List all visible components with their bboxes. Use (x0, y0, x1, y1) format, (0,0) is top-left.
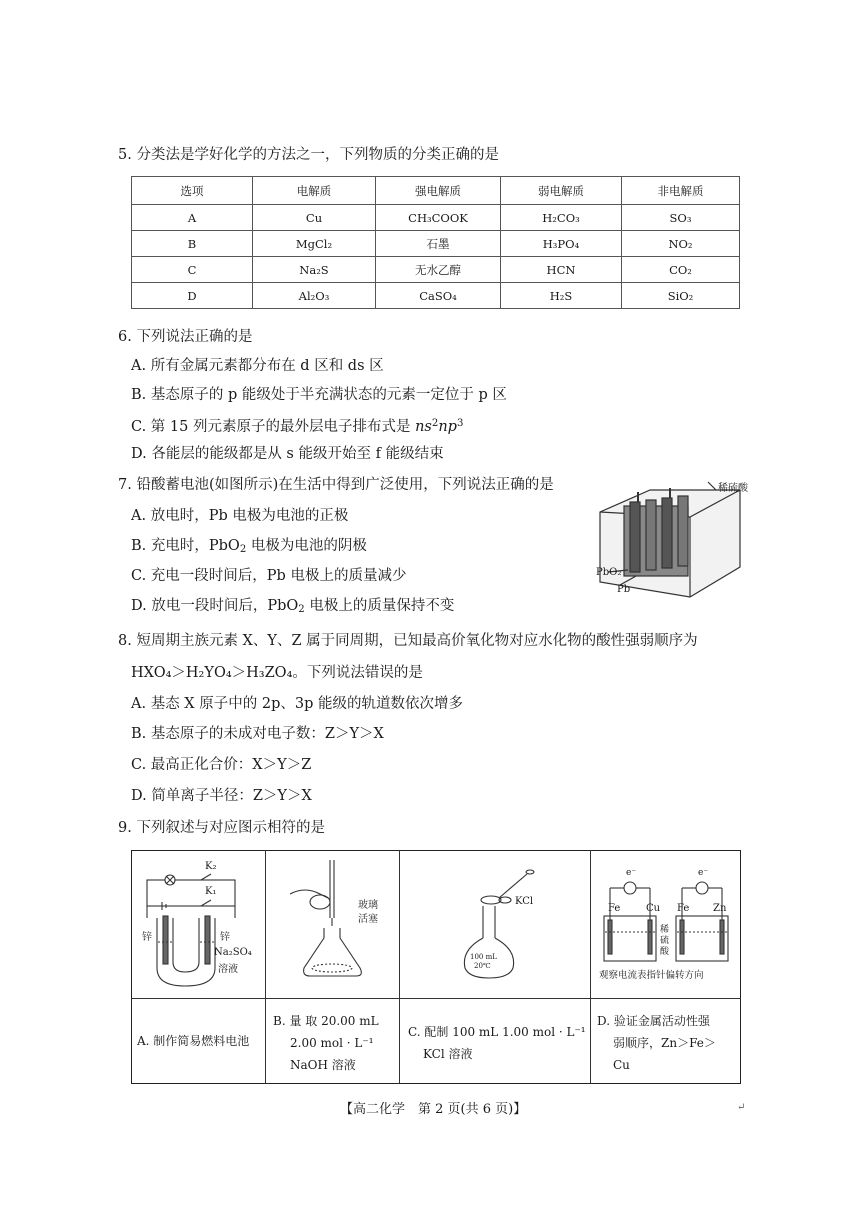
classification-table (131, 176, 740, 309)
q6-option-c-sup: 2 (431, 418, 439, 429)
fig-a-zinc-right: 锌 (220, 932, 230, 943)
table-cell: CH₃COOK (376, 205, 501, 231)
fig-b-label: 玻璃 (358, 900, 378, 911)
q7-option-b-text: 电极为电池的阴极 (246, 538, 367, 554)
q7-stem: 7. 铅酸蓄电池(如图所示)在生活中得到广泛使用，下列说法正确的是 (118, 477, 554, 493)
q7-option-b (131, 537, 367, 559)
fig-d-caption: 观察电流表指针偏转方向 (599, 970, 704, 981)
table-header: 选项 (132, 177, 253, 205)
table-cell: HCN (501, 257, 622, 283)
q8-stem-2: HXO₄＞H₂YO₄＞H₃ZO₄。下列说法错误的是 (131, 665, 423, 681)
q9-option-d-line2: 弱顺序，Zn＞Fe＞ (613, 1036, 716, 1050)
q6-option-c-ns: ns (415, 419, 432, 435)
fig-a-k1: K₁ (205, 886, 217, 897)
q6-option-b: B. 基态原子的 p 能级处于半充满状态的元素一定位于 p 区 (131, 387, 507, 403)
table-row (132, 231, 740, 257)
table-cell: 石墨 (376, 231, 501, 257)
table-cell: CO₂ (622, 257, 740, 283)
q5-stem: 5. 分类法是学好化学的方法之一，下列物质的分类正确的是 (118, 147, 499, 163)
fig-c-flask-label-2: 20℃ (474, 962, 491, 970)
table-cell: B (132, 231, 253, 257)
fig-a-solution-2: 溶液 (218, 964, 238, 975)
divider (590, 850, 591, 1083)
table-header: 非电解质 (622, 177, 740, 205)
divider (399, 850, 400, 1083)
table-cell: D (132, 283, 253, 309)
fig-d-fe-2: Fe (677, 903, 690, 914)
q9-option-c-line1: C. 配制 100 mL 1.00 mol · L⁻¹ (408, 1025, 586, 1039)
table-header-row (132, 177, 740, 205)
q7-option-d-text: D. 放电一段时间后，PbO (131, 598, 299, 614)
q9-option-d-line1: D. 验证金属活动性强 (597, 1014, 710, 1028)
q7-option-d-text: 电极上的质量保持不变 (304, 598, 455, 614)
table-cell: 无水乙醇 (376, 257, 501, 283)
q9-option-b-line2: 2.00 mol · L⁻¹ (290, 1036, 374, 1050)
table-header: 弱电解质 (501, 177, 622, 205)
q9-stem: 9. 下列叙述与对应图示相符的是 (118, 820, 325, 836)
q8-option-d: D. 简单离子半径：Z＞Y＞X (131, 788, 312, 804)
q8-option-a: A. 基态 X 原子中的 2p、3p 能级的轨道数依次增多 (131, 696, 463, 712)
q7-option-b-text: B. 充电时，PbO (131, 538, 240, 554)
q7-option-b-sub: 2 (239, 544, 247, 555)
q9-option-b-line3: NaOH 溶液 (290, 1058, 356, 1072)
q6-option-c-np: np (438, 419, 457, 435)
fig-b-label-2: 活塞 (358, 914, 378, 925)
q9-option-d-line3: Cu (613, 1058, 630, 1072)
q6-option-d: D. 各能层的能级都是从 s 能级开始至 f 能级结束 (131, 446, 444, 462)
fig-d-cu: Cu (646, 903, 661, 914)
fuel-cell-figure (135, 858, 260, 993)
fig-a-k2: K₂ (205, 861, 217, 872)
volumetric-flask-figure (445, 860, 565, 985)
q6-stem: 6. 下列说法正确的是 (118, 329, 253, 345)
fig-a-solution: Na₂SO₄ (214, 947, 252, 958)
table-row (132, 283, 740, 309)
table-cell: CaSO₄ (376, 283, 501, 309)
q7-option-c: C. 充电一段时间后，Pb 电极上的质量减少 (131, 568, 407, 584)
fig-d-fe: Fe (608, 903, 621, 914)
table-row (132, 205, 740, 231)
fig-c-label: KCl (515, 896, 534, 907)
divider (265, 850, 266, 1083)
table-cell: SO₃ (622, 205, 740, 231)
q8-stem: 8. 短周期主族元素 X、Y、Z 属于同周期，已知最高价氧化物对应水化物的酸性强弱顺序为 (118, 633, 698, 649)
table-cell: H₃PO₄ (501, 231, 622, 257)
q7-option-a: A. 放电时，Pb 电极为电池的正极 (131, 508, 349, 524)
divider (131, 998, 741, 999)
table-header: 电解质 (253, 177, 376, 205)
fig-d-acid: 酸 (660, 947, 670, 957)
fig-c-flask-label: 100 mL (470, 953, 497, 961)
q9-option-c-line2: KCl 溶液 (423, 1047, 473, 1061)
table-row (132, 257, 740, 283)
table-cell: MgCl₂ (253, 231, 376, 257)
q9-option-b-line1: B. 量 取 20.00 mL (273, 1014, 379, 1028)
fig-label-pb: Pb (617, 584, 631, 595)
fig-d-acid: 稀 (660, 925, 670, 935)
fig-d-acid: 硫 (660, 936, 670, 946)
q7-option-d-sub: 2 (298, 604, 305, 615)
table-cell: C (132, 257, 253, 283)
page-footer: 【高二化学 第 2 页(共 6 页)】 (340, 1102, 527, 1117)
q6-option-c-text: C. 第 15 列元素原子的最外层电子排布式是 (131, 419, 416, 435)
table-header: 强电解质 (376, 177, 501, 205)
table-cell: A (132, 205, 253, 231)
fig-d-electron: e⁻ (626, 868, 637, 878)
table-cell: Na₂S (253, 257, 376, 283)
q6-option-c-sup: 3 (456, 418, 464, 429)
q9-option-a: A. 制作简易燃料电池 (137, 1034, 250, 1048)
table-cell: NO₂ (622, 231, 740, 257)
table-cell: H₂S (501, 283, 622, 309)
table-cell: Al₂O₃ (253, 283, 376, 309)
q6-option-a: A. 所有金属元素都分布在 d 区和 ds 区 (131, 358, 384, 374)
table-cell: H₂CO₃ (501, 205, 622, 231)
fig-d-electron: e⁻ (698, 868, 709, 878)
fig-label-pbo2: PbO₂ (596, 567, 622, 578)
fig-d-zn: Zn (713, 903, 727, 914)
paragraph-mark: ↵ (737, 1102, 746, 1113)
q8-option-c: C. 最高正化合价：X＞Y＞Z (131, 757, 312, 773)
fig-label-acid: 稀硫酸 (718, 483, 748, 494)
q7-option-d (131, 597, 454, 619)
fig-a-zinc-left: 锌 (142, 932, 152, 943)
q8-option-b: B. 基态原子的未成对电子数：Z＞Y＞X (131, 726, 384, 742)
q6-option-c (131, 415, 463, 436)
table-cell: Cu (253, 205, 376, 231)
table-cell: SiO₂ (622, 283, 740, 309)
